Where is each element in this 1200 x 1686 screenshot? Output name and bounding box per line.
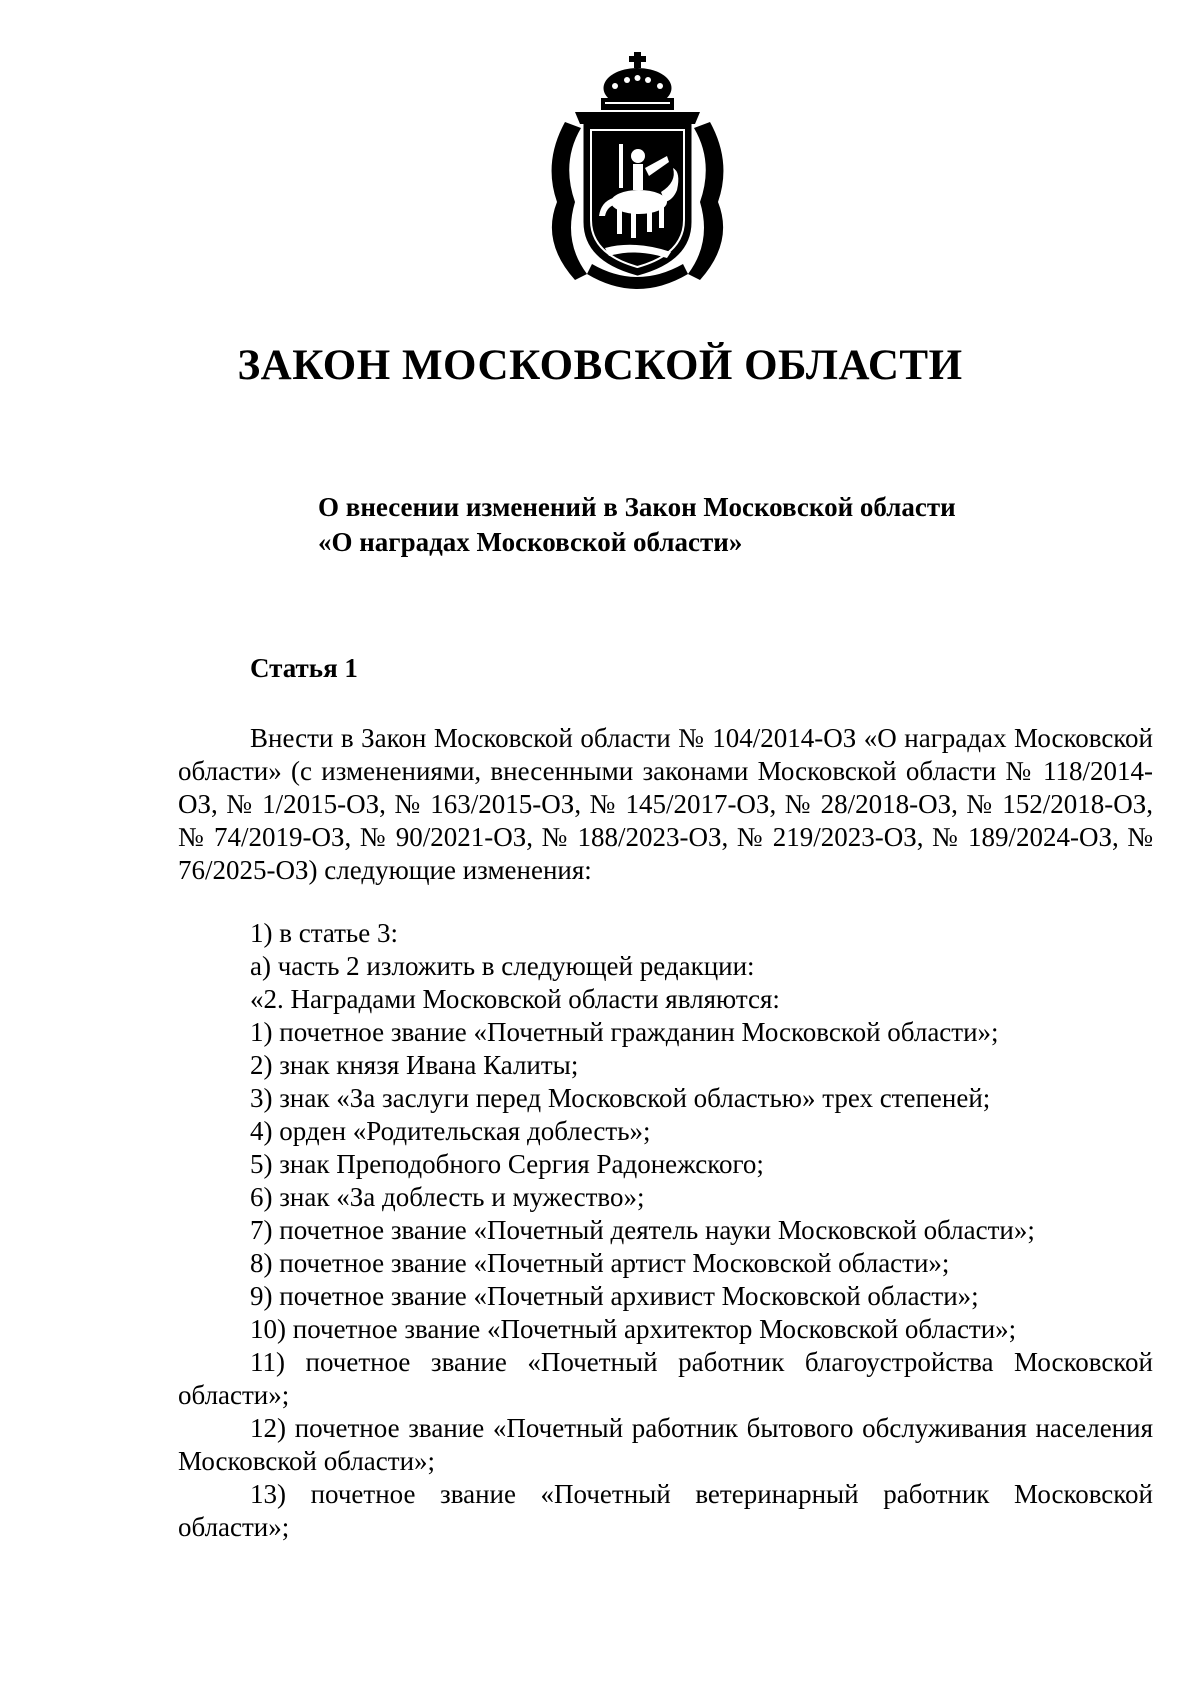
list-item: 5) знак Преподобного Сергия Радонежского; [250, 1149, 764, 1179]
article-heading: Статья 1 [250, 653, 358, 683]
list-item: а) часть 2 изложить в следующей редакции: [250, 951, 755, 981]
list-item: 6) знак «За доблесть и мужество»; [250, 1182, 645, 1212]
list-item: 8) почетное звание «Почетный артист Московской области»; [250, 1248, 950, 1278]
list-item: 4) орден «Родительская доблесть»; [250, 1116, 651, 1146]
coat-of-arms-icon [535, 52, 740, 292]
list-item: 10) почетное звание «Почетный архитектор Московской области»; [250, 1314, 1017, 1344]
list-item: 1) почетное звание «Почетный гражданин Московской области»; [250, 1017, 999, 1047]
list-item: 7) почетное звание «Почетный деятель науки Московской области»; [250, 1215, 1035, 1245]
subtitle-line-1: О внесении изменений в Закон Московской области [318, 492, 956, 522]
list-item-paragraph: 11) почетное звание «Почетный работник благоустройства Московской области»; [178, 1347, 1153, 1410]
list-item: 1) в статье 3: [250, 918, 398, 948]
list-item: «2. Наградами Московской области являются: [250, 984, 780, 1014]
list-item: 2) знак князя Ивана Калиты; [250, 1050, 579, 1080]
list-item-paragraph: 13) почетное звание «Почетный ветеринарный работник Московской области»; [178, 1479, 1153, 1542]
law-title: ЗАКОН МОСКОВСКОЙ ОБЛАСТИ [237, 342, 963, 389]
subtitle-line-2: «О наградах Московской области» [318, 527, 743, 557]
article-body [178, 722, 1153, 1544]
list-item: 9) почетное звание «Почетный архивист Московской области»; [250, 1281, 979, 1311]
list-item-paragraph: 12) почетное звание «Почетный работник бытового обслуживания населения Московской области»; [178, 1413, 1153, 1476]
intro-paragraph: Внести в Закон Московской области № 104/2014-ОЗ «О наградах Московской области» (с изменениями, внесенными законами Московской области № 118/2014-ОЗ, № 1/2015-ОЗ, № 163/2015-ОЗ, № 145/2017-ОЗ, № 28/2018-ОЗ, № 152/2018-ОЗ, № 74/2019-ОЗ, № 90/2021-ОЗ, № 188/2023-ОЗ, № 219/2023-ОЗ, № 189/2024-ОЗ, № 76/2025-ОЗ) следующие изменения: [178, 723, 1153, 885]
list-item: 3) знак «За заслуги перед Московской областью» трех степеней; [250, 1083, 991, 1113]
law-subtitle [318, 490, 956, 560]
